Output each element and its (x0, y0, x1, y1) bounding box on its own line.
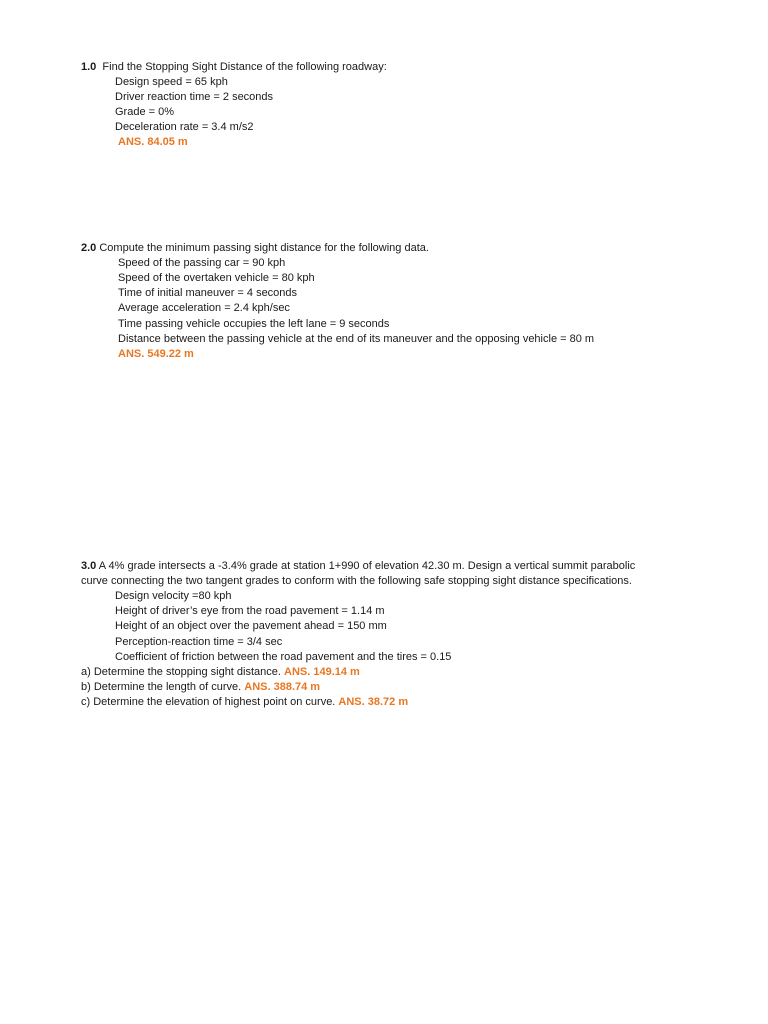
problem-3-given: Height of driver’s eye from the road pavement = 1.14 m (115, 605, 385, 617)
problem-3-statement-continued: curve connecting the two tangent grades to conform with the following safe stopping sight distance specifications. (81, 575, 632, 587)
problem-2-given: Time passing vehicle occupies the left lane = 9 seconds (118, 318, 390, 330)
problem-2-given: Speed of the passing car = 90 kph (118, 257, 286, 269)
problem-1-statement: Find the Stopping Sight Distance of the following roadway: (102, 61, 387, 73)
problem-3-number: 3.0 (81, 560, 97, 572)
problem-1-given: Design speed = 65 kph (115, 76, 228, 88)
problem-3-heading (81, 559, 635, 574)
problem-2-number: 2.0 (81, 242, 97, 254)
problem-3-given: Coefficient of friction between the road pavement and the tires = 0.15 (115, 651, 452, 663)
problem-3-part-a-text: a) Determine the stopping sight distance. (81, 666, 285, 678)
problem-2-answer: ANS. 549.22 m (118, 348, 194, 360)
problem-3-part-b-text: b) Determine the length of curve. (81, 681, 245, 693)
problem-2-given: Average acceleration = 2.4 kph/sec (118, 302, 290, 314)
problem-2-given: Speed of the overtaken vehicle = 80 kph (118, 272, 315, 284)
problem-3-part-c-answer: ANS. 38.72 m (338, 696, 409, 708)
problem-2-statement: Compute the minimum passing sight distance for the following data. (99, 242, 429, 254)
problem-3-part-a-answer: ANS. 149.14 m (284, 666, 360, 678)
problem-3-part-a (81, 665, 360, 680)
problem-2-heading (81, 241, 429, 256)
problem-3-given: Height of an object over the pavement ahead = 150 mm (115, 620, 387, 632)
problem-1-heading (81, 60, 387, 75)
problem-1-number: 1.0 (81, 61, 97, 73)
problem-3-statement: A 4% grade intersects a -3.4% grade at station 1+990 of elevation 42.30 m. Design a vertical summit parabolic (98, 560, 636, 572)
problem-3-part-c-text: c) Determine the elevation of highest point on curve. (81, 696, 339, 708)
problem-3-given: Design velocity =80 kph (115, 590, 232, 602)
problem-3-part-b (81, 680, 320, 695)
problem-2-given: Time of initial maneuver = 4 seconds (118, 287, 298, 299)
problem-1-given: Deceleration rate = 3.4 m/s2 (115, 121, 254, 133)
problem-3-part-b-answer: ANS. 388.74 m (244, 681, 321, 693)
problem-3-part-c (81, 695, 408, 710)
problem-1-answer: ANS. 84.05 m (118, 136, 188, 148)
problem-2-given: Distance between the passing vehicle at the end of its maneuver and the opposing vehicle = 80 m (118, 333, 595, 345)
problem-3-given: Perception-reaction time = 3/4 sec (115, 636, 283, 648)
problem-1-given: Driver reaction time = 2 seconds (115, 91, 274, 103)
problem-1-given: Grade = 0% (115, 106, 175, 118)
